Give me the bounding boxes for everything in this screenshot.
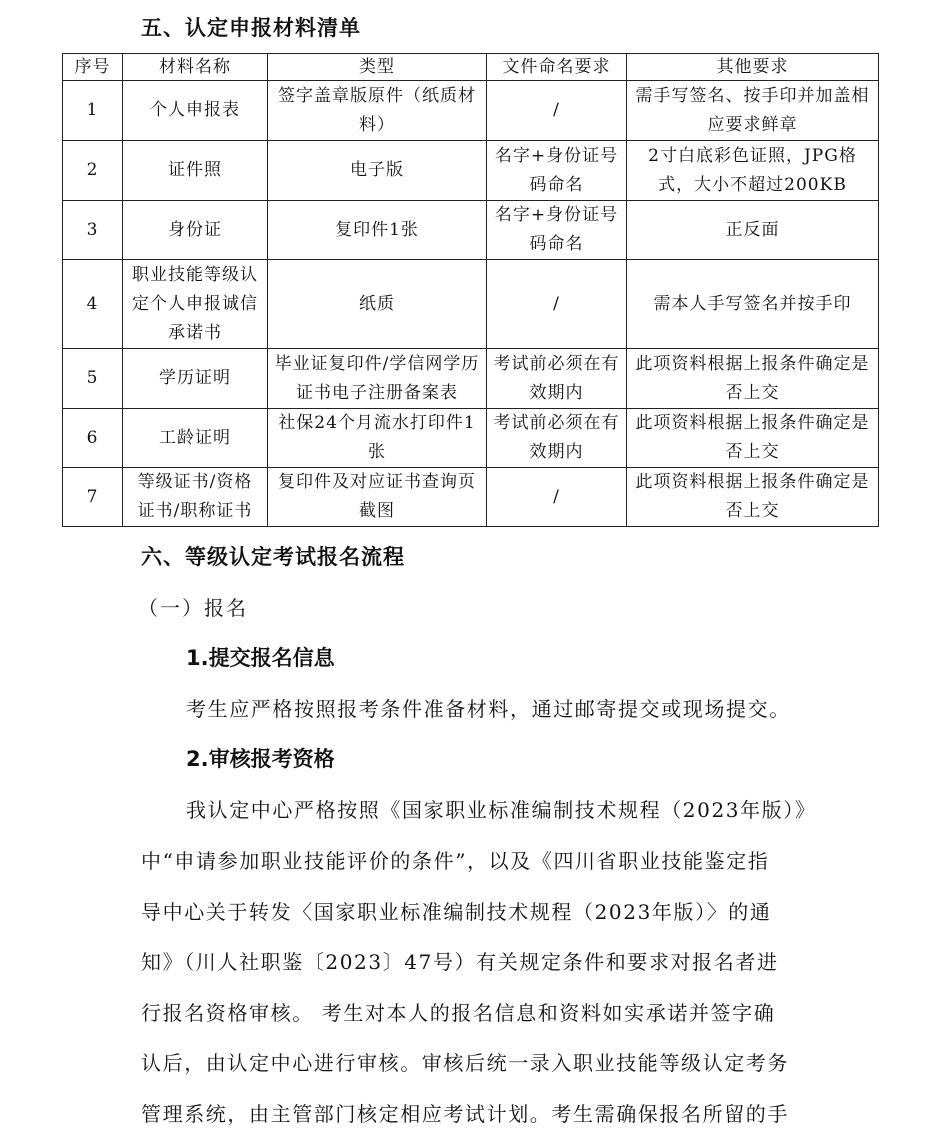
cell-naming: 考试前必须在有效期内 (487, 409, 627, 468)
section-5-title: 五、认定申报材料清单 (141, 16, 361, 40)
cell-type: 复印件及对应证书查询页截图 (268, 468, 487, 527)
paragraph-line: 管理系统，由主管部门核定相应考试计划。考生需确保报名所留的手 (141, 1102, 789, 1126)
table-row (63, 409, 879, 468)
cell-no: 1 (63, 81, 123, 141)
cell-other: 正反面 (627, 201, 879, 260)
table-row (63, 141, 879, 201)
cell-name: 证件照 (123, 141, 268, 201)
paragraph-line: 行报名资格审核。 考生对本人的报名信息和资料如实承诺并签字确 (141, 1001, 776, 1025)
cell-type: 毕业证复印件/学信网学历证书电子注册备案表 (268, 349, 487, 409)
cell-no: 7 (63, 468, 123, 527)
cell-name: 工龄证明 (123, 409, 268, 468)
cell-no: 4 (63, 260, 123, 349)
header-cell: 其他要求 (627, 54, 879, 81)
cell-naming: / (487, 260, 627, 349)
cell-other: 此项资料根据上报条件确定是否上交 (627, 409, 879, 468)
header-cell: 文件命名要求 (487, 54, 627, 81)
cell-other: 需本人手写签名并按手印 (627, 260, 879, 349)
cell-naming: 考试前必须在有效期内 (487, 349, 627, 409)
paragraph-line: 知》（川人社职鉴〔2023〕47号）有关规定条件和要求对报名者进 (141, 950, 779, 974)
paragraph-line: 中“申请参加职业技能评价的条件”，以及《四川省职业技能鉴定指 (141, 849, 770, 873)
cell-no: 2 (63, 141, 123, 201)
table-header-row (63, 54, 879, 81)
cell-naming: / (487, 468, 627, 527)
cell-no: 5 (63, 349, 123, 409)
section-6-title: 六、等级认定考试报名流程 (141, 545, 405, 569)
cell-type: 签字盖章版原件（纸质材料） (268, 81, 487, 141)
cell-name: 学历证明 (123, 349, 268, 409)
cell-no: 3 (63, 201, 123, 260)
item-1-title: 1.提交报名信息 (186, 646, 335, 670)
paragraph-line: 认后，由认定中心进行审核。审核后统一录入职业技能等级认定考务 (141, 1051, 789, 1075)
materials-table (62, 53, 879, 527)
cell-other: 2寸白底彩色证照，JPG格式，大小不超过200KB (627, 141, 879, 201)
table-row (63, 201, 879, 260)
cell-other: 需手写签名、按手印并加盖相应要求鲜章 (627, 81, 879, 141)
table-row (63, 349, 879, 409)
table-row (63, 81, 879, 141)
item-1-body: 考生应严格按照报考条件准备材料，通过邮寄提交或现场提交。 (186, 697, 791, 721)
cell-type: 复印件1张 (268, 201, 487, 260)
cell-name: 职业技能等级认定个人申报诚信承诺书 (123, 260, 268, 349)
cell-type: 电子版 (268, 141, 487, 201)
cell-no: 6 (63, 409, 123, 468)
cell-naming: 名字+身份证号码命名 (487, 201, 627, 260)
cell-other: 此项资料根据上报条件确定是否上交 (627, 349, 879, 409)
header-cell: 材料名称 (123, 54, 268, 81)
table-row (63, 468, 879, 527)
header-cell: 序号 (63, 54, 123, 81)
cell-naming: 名字+身份证号码命名 (487, 141, 627, 201)
header-cell: 类型 (268, 54, 487, 81)
cell-name: 身份证 (123, 201, 268, 260)
cell-name: 等级证书/资格证书/职称证书 (123, 468, 268, 527)
table-row (63, 260, 879, 349)
cell-name: 个人申报表 (123, 81, 268, 141)
item-2-title: 2.审核报考资格 (186, 747, 335, 771)
subsection-registration-title: （一）报名 (138, 596, 248, 620)
cell-type: 社保24个月流水打印件1张 (268, 409, 487, 468)
cell-other: 此项资料根据上报条件确定是否上交 (627, 468, 879, 527)
cell-type: 纸质 (268, 260, 487, 349)
cell-naming: / (487, 81, 627, 141)
paragraph-line: 我认定中心严格按照《国家职业标准编制技术规程（2023年版）》 (186, 798, 817, 822)
paragraph-line: 导中心关于转发〈国家职业标准编制技术规程（2023年版）〉的通 (141, 900, 772, 924)
